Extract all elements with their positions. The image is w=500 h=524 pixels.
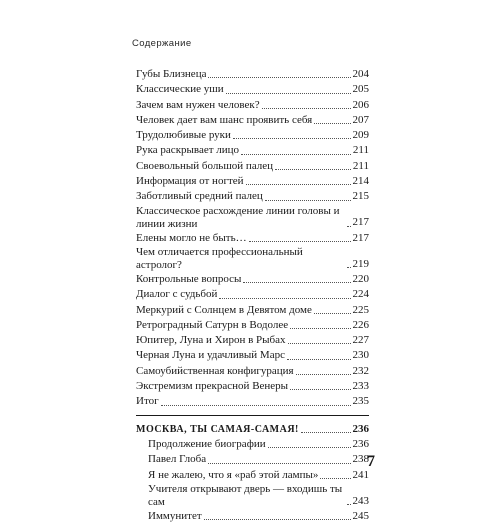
toc-entry-page: 217 xyxy=(352,216,369,229)
toc-entry[interactable] xyxy=(136,143,369,158)
toc-entry-page: 207 xyxy=(352,113,369,126)
toc-entry-page: 211 xyxy=(352,144,369,157)
toc-entry-title: Чем отличается профессиональный астролог? xyxy=(136,245,303,271)
table-of-contents xyxy=(136,67,369,524)
toc-entry-page: 219 xyxy=(352,257,369,270)
toc-leader xyxy=(249,241,351,242)
running-head: Содержание xyxy=(132,38,192,49)
toc-section-page: 236 xyxy=(352,422,369,435)
toc-entry[interactable] xyxy=(136,303,369,318)
toc-entry[interactable] xyxy=(136,272,369,287)
toc-leader xyxy=(262,108,351,109)
toc-entry[interactable] xyxy=(136,231,369,246)
toc-entry-page: 243 xyxy=(352,494,369,507)
toc-entry-page: 225 xyxy=(352,303,369,316)
toc-entry-title: Экстремизм прекрасной Венеры xyxy=(136,380,289,393)
toc-leader xyxy=(275,169,351,170)
toc-leader xyxy=(320,478,350,479)
toc-section-heading[interactable] xyxy=(136,422,369,437)
toc-entry-page: 220 xyxy=(352,272,369,285)
toc-entry[interactable] xyxy=(148,437,369,452)
toc-entry[interactable] xyxy=(136,189,369,204)
toc-entry-title: Черная Луна и удачливый Марс xyxy=(136,349,285,362)
toc-leader xyxy=(288,343,351,344)
toc-entry-title: Трудолюбивые руки xyxy=(136,129,231,142)
toc-entry-page: 233 xyxy=(352,380,369,393)
toc-entry[interactable] xyxy=(148,509,369,524)
toc-entries xyxy=(136,67,369,410)
toc-entry-title: Классическое расхождение линии головы и линии жизни xyxy=(136,204,340,230)
toc-entry-title: Информация от ногтей xyxy=(136,175,244,188)
toc-leader xyxy=(204,519,351,520)
toc-leader xyxy=(233,138,351,139)
toc-entry[interactable] xyxy=(136,394,369,409)
toc-entry-title: Елены могло не быть… xyxy=(136,231,247,244)
toc-entry-title: Я не жалею, что я «раб этой лампы» xyxy=(148,468,319,481)
toc-entry[interactable] xyxy=(148,468,369,483)
toc-entry-page: 209 xyxy=(352,129,369,142)
toc-entry[interactable] xyxy=(136,113,369,128)
toc-entry-page: 214 xyxy=(352,175,369,188)
toc-entry[interactable] xyxy=(136,287,369,302)
toc-section-title: МОСКВА, ТЫ САМАЯ-САМАЯ! xyxy=(136,423,299,435)
toc-entry[interactable] xyxy=(136,364,369,379)
toc-leader xyxy=(241,154,351,155)
toc-entry[interactable] xyxy=(136,348,369,363)
toc-entry[interactable] xyxy=(136,333,369,348)
toc-entry[interactable] xyxy=(136,246,369,272)
toc-entry-page: 206 xyxy=(352,98,369,111)
toc-entry[interactable] xyxy=(148,483,369,509)
toc-entry-page: 238 xyxy=(352,453,369,466)
toc-leader xyxy=(243,282,350,283)
toc-entry-title: Павел Глоба xyxy=(148,453,207,466)
section-divider xyxy=(136,415,369,416)
toc-entry[interactable] xyxy=(148,452,369,467)
toc-entry-page: 204 xyxy=(352,68,369,80)
toc-section-entries xyxy=(136,437,369,524)
toc-entry-title: Классические уши xyxy=(136,83,224,96)
toc-leader xyxy=(290,389,350,390)
toc-entry-page: 215 xyxy=(352,190,369,203)
toc-entry-title: Заботливый средний палец xyxy=(136,190,263,203)
toc-leader xyxy=(226,93,351,94)
toc-entry-title: Юпитер, Луна и Хирон в Рыбах xyxy=(136,334,286,347)
toc-leader xyxy=(347,267,351,268)
toc-entry-title: Самоубийственная конфигурация xyxy=(136,364,294,377)
toc-entry[interactable] xyxy=(136,98,369,113)
toc-entry-title: Человек дает вам шанс проявить себя xyxy=(136,113,313,126)
toc-leader xyxy=(268,447,351,448)
page-number: 7 xyxy=(367,453,375,470)
toc-leader xyxy=(314,123,350,124)
toc-entry-title: Итог xyxy=(136,395,159,408)
toc-leader xyxy=(301,432,351,433)
toc-entry-title: Ретроградный Сатурн в Водолее xyxy=(136,318,289,331)
toc-entry-page: 232 xyxy=(352,364,369,377)
toc-leader xyxy=(208,463,350,464)
toc-entry-page: 241 xyxy=(352,468,369,481)
toc-entry-page: 211 xyxy=(352,159,369,172)
toc-leader xyxy=(208,77,350,78)
toc-entry[interactable] xyxy=(136,379,369,394)
toc-leader xyxy=(246,184,351,185)
toc-leader xyxy=(290,328,350,329)
toc-entry-title: Учителя открывают дверь — входишь ты сам xyxy=(148,482,343,508)
toc-entry-title: Диалог с судьбой xyxy=(136,288,218,301)
toc-entry-page: 230 xyxy=(352,349,369,362)
toc-leader xyxy=(314,313,351,314)
toc-leader xyxy=(347,504,351,505)
toc-entry[interactable] xyxy=(136,82,369,97)
toc-entry-title: Контрольные вопросы xyxy=(136,272,242,285)
toc-entry-title: Зачем вам нужен человек? xyxy=(136,98,260,111)
toc-entry-page: 224 xyxy=(352,288,369,301)
toc-entry-page: 217 xyxy=(352,231,369,244)
toc-leader xyxy=(347,226,351,227)
toc-entry[interactable] xyxy=(136,205,369,231)
toc-leader xyxy=(219,298,350,299)
toc-entry-title: Своевольный большой палец xyxy=(136,159,274,172)
toc-entry-page: 235 xyxy=(352,395,369,408)
toc-entry[interactable] xyxy=(136,67,369,82)
toc-leader xyxy=(265,200,351,201)
toc-entry-title: Губы Близнеца xyxy=(136,68,207,80)
toc-entry-page: 236 xyxy=(352,437,369,450)
toc-leader xyxy=(287,359,351,360)
toc-entry[interactable] xyxy=(136,174,369,189)
toc-entry-page: 205 xyxy=(352,83,369,96)
toc-entry-page: 245 xyxy=(352,509,369,522)
toc-entry-page: 227 xyxy=(352,334,369,347)
toc-leader xyxy=(161,405,351,406)
toc-entry-title: Продолжение биографии xyxy=(148,437,266,450)
toc-entry[interactable] xyxy=(136,318,369,333)
toc-leader xyxy=(296,374,351,375)
toc-entry-title: Иммунитет xyxy=(148,509,202,522)
toc-entry-page: 226 xyxy=(352,318,369,331)
toc-entry[interactable] xyxy=(136,128,369,143)
toc-entry-title: Рука раскрывает лицо xyxy=(136,144,240,157)
toc-entry-title: Меркурий с Солнцем в Девятом доме xyxy=(136,303,312,316)
toc-entry[interactable] xyxy=(136,159,369,174)
